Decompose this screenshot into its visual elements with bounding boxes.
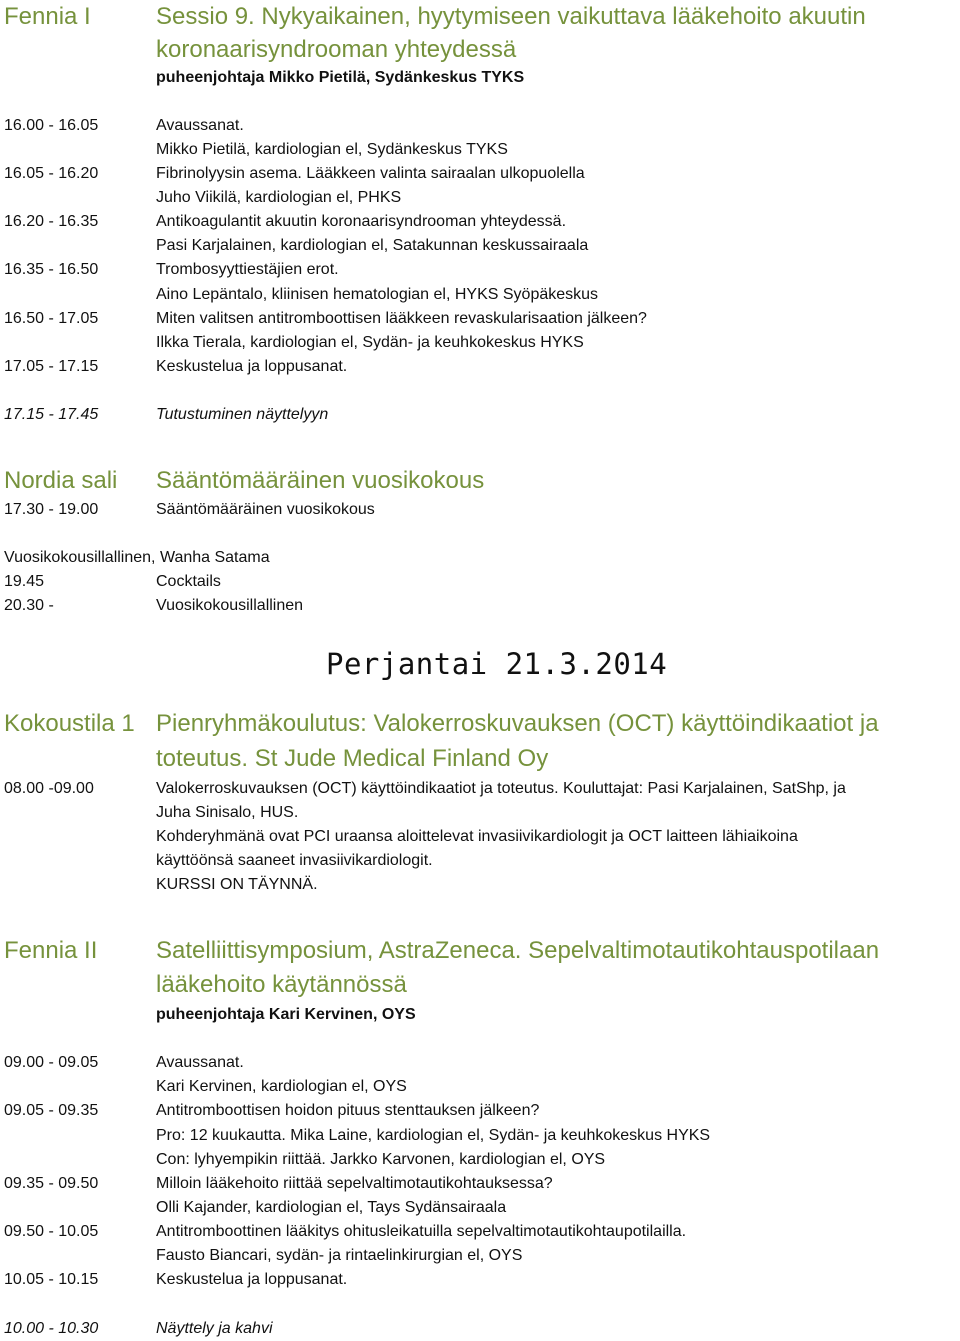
session9-speaker-2: Juho Viikilä, kardiologian el, PHKS [156, 189, 402, 206]
symposium-time-5: 10.05 - 10.15 [4, 1271, 99, 1288]
workshop-room: Kokoustila 1 [4, 710, 135, 737]
day-heading: Perjantai 21.3.2014 [326, 647, 668, 681]
symposium-line-1-1: Avaussanat. [156, 1054, 244, 1071]
session9-time-3: 16.20 - 16.35 [4, 213, 99, 230]
dinner-topic-2: Vuosikokousillallinen [156, 597, 304, 614]
session9-title-line2: koronaarisyndrooman yhteydessä [156, 36, 517, 63]
symposium-line-3-1: Milloin lääkehoito riittää sepelvaltimotautikohtauksessa? [156, 1175, 553, 1192]
session9-topic-5: Miten valitsen antitromboottisen lääkkeen revaskularisaation jälkeen? [156, 310, 647, 327]
nordia-topic: Sääntömääräinen vuosikokous [156, 501, 375, 518]
symposium-title-line1: Satelliittisymposium, AstraZeneca. Sepelvaltimotautikohtauspotilaan [156, 937, 880, 964]
session9-time-5: 16.50 - 17.05 [4, 310, 99, 327]
symposium-title-line2: lääkehoito käytännössä [156, 971, 407, 998]
session9-topic-3: Antikoagulantit akuutin koronaarisyndrooman yhteydessä. [156, 213, 567, 230]
workshop-line-1: Valokerroskuvauksen (OCT) käyttöindikaatiot ja toteutus. Kouluttajat: Pasi Karjalainen, SatShp, ja [156, 780, 846, 797]
symposium-line-4-2: Fausto Biancari, sydän- ja rintaelinkirurgian el, OYS [156, 1247, 523, 1264]
symposium-line-5-1: Keskustelua ja loppusanat. [156, 1271, 348, 1288]
dinner-time-1: 19.45 [4, 573, 45, 590]
symposium-time-3: 09.35 - 09.50 [4, 1175, 99, 1192]
workshop-title-line1: Pienryhmäkoulutus: Valokerroskuvauksen (OCT) käyttöindikaatiot ja [156, 710, 879, 737]
workshop-line-3: Kohderyhmänä ovat PCI uraansa aloittelevat invasiivikardiologit ja OCT laitteen lähiaikoina [156, 828, 798, 845]
dinner-topic-1: Cocktails [156, 573, 221, 590]
symposium-line-2-1: Antitromboottisen hoidon pituus stenttauksen jälkeen? [156, 1102, 540, 1119]
session9-title-line1: Sessio 9. Nykyaikainen, hyytymiseen vaikuttava lääkehoito akuutin [156, 3, 866, 30]
symposium-break-topic: Näyttely ja kahvi [156, 1320, 273, 1337]
symposium-time-4: 09.50 - 10.05 [4, 1223, 99, 1240]
session9-topic-2: Fibrinolyysin asema. Lääkkeen valinta sairaalan ulkopuolella [156, 165, 585, 182]
session9-topic-1: Avaussanat. [156, 117, 244, 134]
session9-time-2: 16.05 - 16.20 [4, 165, 99, 182]
symposium-time-1: 09.00 - 09.05 [4, 1054, 99, 1071]
session9-room: Fennia I [4, 3, 91, 30]
symposium-line-2-2: Pro: 12 kuukautta. Mika Laine, kardiologian el, Sydän- ja keuhkokeskus HYKS [156, 1127, 711, 1144]
nordia-time: 17.30 - 19.00 [4, 501, 99, 518]
session9-speaker-3: Pasi Karjalainen, kardiologian el, Satakunnan keskussairaala [156, 237, 589, 254]
workshop-time: 08.00 -09.00 [4, 780, 94, 797]
workshop-line-2: Juha Sinisalo, HUS. [156, 804, 299, 821]
workshop-line-5: KURSSI ON TÄYNNÄ. [156, 876, 318, 893]
session9-break-time: 17.15 - 17.45 [4, 406, 99, 423]
session9-chair: puheenjohtaja Mikko Pietilä, Sydänkeskus TYKS [156, 69, 525, 86]
session9-break-topic: Tutustuminen näyttelyyn [156, 406, 329, 423]
session9-speaker-4: Aino Lepäntalo, kliinisen hematologian el, HYKS Syöpäkeskus [156, 286, 599, 303]
symposium-line-2-3: Con: lyhyempikin riittää. Jarkko Karvonen, kardiologian el, OYS [156, 1151, 606, 1168]
workshop-line-4: käyttöönsä saaneet invasiivikardiologit. [156, 852, 433, 869]
symposium-room: Fennia II [4, 937, 98, 964]
session9-time-4: 16.35 - 16.50 [4, 261, 99, 278]
symposium-break-time: 10.00 - 10.30 [4, 1320, 99, 1337]
symposium-line-3-2: Olli Kajander, kardiologian el, Tays Sydänsairaala [156, 1199, 507, 1216]
nordia-room: Nordia sali [4, 467, 118, 494]
symposium-chair: puheenjohtaja Kari Kervinen, OYS [156, 1006, 416, 1023]
nordia-title: Sääntömääräinen vuosikokous [156, 467, 485, 494]
session9-speaker-5: Ilkka Tierala, kardiologian el, Sydän- ja keuhkokeskus HYKS [156, 334, 584, 351]
symposium-line-1-2: Kari Kervinen, kardiologian el, OYS [156, 1078, 407, 1095]
session9-speaker-1: Mikko Pietilä, kardiologian el, Sydänkeskus TYKS [156, 141, 508, 158]
session9-time-1: 16.00 - 16.05 [4, 117, 99, 134]
session9-topic-6: Keskustelua ja loppusanat. [156, 358, 348, 375]
session9-topic-4: Trombosyyttiestäjien erot. [156, 261, 339, 278]
dinner-time-2: 20.30 - [4, 597, 54, 614]
symposium-line-4-1: Antitromboottinen lääkitys ohitusleikatuilla sepelvaltimotautikohtaupotilailla. [156, 1223, 687, 1240]
dinner-heading: Vuosikokousillallinen, Wanha Satama [4, 549, 270, 566]
symposium-time-2: 09.05 - 09.35 [4, 1102, 99, 1119]
session9-time-6: 17.05 - 17.15 [4, 358, 99, 375]
workshop-title-line2: toteutus. St Jude Medical Finland Oy [156, 745, 549, 772]
